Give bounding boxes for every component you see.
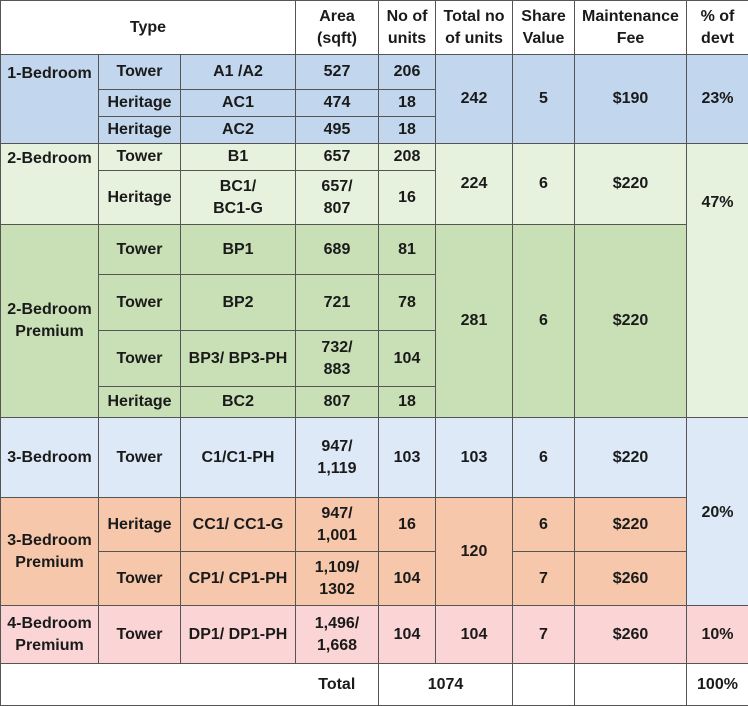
devt-1-bedroom: 23% bbox=[687, 55, 748, 144]
total-units-cell: 104 bbox=[436, 606, 513, 664]
units-cell: 18 bbox=[379, 117, 436, 144]
area-cell: 474 bbox=[296, 90, 379, 117]
units-cell: 16 bbox=[379, 171, 436, 225]
header-maintenance-fee: Maintenance Fee bbox=[575, 1, 687, 55]
units-cell: 16 bbox=[379, 498, 436, 552]
area-cell: 657 bbox=[296, 144, 379, 171]
block-cell: Tower bbox=[99, 225, 181, 275]
total-units-sum: 1074 bbox=[379, 664, 513, 706]
area-cell: 807 bbox=[296, 387, 379, 418]
units-cell: 81 bbox=[379, 225, 436, 275]
units-cell: 104 bbox=[379, 552, 436, 606]
category-2-bedroom: 2-Bedroom bbox=[1, 144, 99, 225]
units-cell: 18 bbox=[379, 387, 436, 418]
category-1-bedroom: 1-Bedroom bbox=[1, 55, 99, 144]
area-cell: 947/ 1,001 bbox=[296, 498, 379, 552]
units-cell: 104 bbox=[379, 331, 436, 387]
share-value-cell: 6 bbox=[513, 225, 575, 418]
unit-type-cell: C1/C1-PH bbox=[181, 418, 296, 498]
block-cell: Tower bbox=[99, 275, 181, 331]
maintenance-fee-cell: $220 bbox=[575, 498, 687, 552]
units-cell: 206 bbox=[379, 55, 436, 90]
category-2-bedroom-premium: 2-Bedroom Premium bbox=[1, 225, 99, 418]
unit-type-cell: AC2 bbox=[181, 117, 296, 144]
share-value-cell: 6 bbox=[513, 498, 575, 552]
table-row bbox=[1, 498, 748, 552]
total-units-cell: 120 bbox=[436, 498, 513, 606]
devt-3-bedroom: 20% bbox=[687, 418, 748, 606]
devt-2-bedroom: 47% bbox=[687, 144, 748, 418]
maintenance-fee-cell: $190 bbox=[575, 55, 687, 144]
block-cell: Heritage bbox=[99, 117, 181, 144]
total-label: Total bbox=[296, 664, 379, 706]
block-cell: Tower bbox=[99, 552, 181, 606]
category-3-bedroom: 3-Bedroom bbox=[1, 418, 99, 498]
total-fee-empty bbox=[575, 664, 687, 706]
share-value-cell: 7 bbox=[513, 606, 575, 664]
area-cell: 689 bbox=[296, 225, 379, 275]
table-row bbox=[1, 55, 748, 90]
table-row bbox=[1, 418, 748, 498]
unit-type-cell: CP1/ CP1-PH bbox=[181, 552, 296, 606]
unit-type-cell: BP3/ BP3-PH bbox=[181, 331, 296, 387]
area-cell: 495 bbox=[296, 117, 379, 144]
devt-total: 100% bbox=[687, 664, 748, 706]
unit-type-cell: AC1 bbox=[181, 90, 296, 117]
unit-type-cell: BP1 bbox=[181, 225, 296, 275]
block-cell: Heritage bbox=[99, 171, 181, 225]
block-cell: Heritage bbox=[99, 387, 181, 418]
table-row bbox=[1, 225, 748, 275]
units-cell: 103 bbox=[379, 418, 436, 498]
header-row bbox=[1, 1, 748, 55]
share-value-cell: 6 bbox=[513, 418, 575, 498]
block-cell: Tower bbox=[99, 55, 181, 90]
area-cell: 947/ 1,119 bbox=[296, 418, 379, 498]
unit-type-cell: DP1/ DP1-PH bbox=[181, 606, 296, 664]
unit-type-cell: A1 /A2 bbox=[181, 55, 296, 90]
unit-type-cell: CC1/ CC1-G bbox=[181, 498, 296, 552]
header-total-units: Total no of units bbox=[436, 1, 513, 55]
header-units: No of units bbox=[379, 1, 436, 55]
maintenance-fee-cell: $260 bbox=[575, 606, 687, 664]
total-units-cell: 242 bbox=[436, 55, 513, 144]
devt-4-bedroom: 10% bbox=[687, 606, 748, 664]
area-cell: 732/ 883 bbox=[296, 331, 379, 387]
total-spacer bbox=[1, 664, 296, 706]
unit-type-cell: BC2 bbox=[181, 387, 296, 418]
maintenance-fee-cell: $220 bbox=[575, 225, 687, 418]
header-devt: % of devt bbox=[687, 1, 748, 55]
block-cell: Tower bbox=[99, 331, 181, 387]
header-area: Area (sqft) bbox=[296, 1, 379, 55]
header-share-value: Share Value bbox=[513, 1, 575, 55]
area-cell: 527 bbox=[296, 55, 379, 90]
share-value-cell: 5 bbox=[513, 55, 575, 144]
unit-type-cell: B1 bbox=[181, 144, 296, 171]
units-cell: 78 bbox=[379, 275, 436, 331]
maintenance-fee-cell: $220 bbox=[575, 418, 687, 498]
area-cell: 721 bbox=[296, 275, 379, 331]
unit-type-cell: BC1/ BC1-G bbox=[181, 171, 296, 225]
table-row bbox=[1, 606, 748, 664]
category-4-bedroom-premium: 4-Bedroom Premium bbox=[1, 606, 99, 664]
block-cell: Heritage bbox=[99, 90, 181, 117]
category-3-bedroom-premium: 3-Bedroom Premium bbox=[1, 498, 99, 606]
units-cell: 208 bbox=[379, 144, 436, 171]
area-cell: 1,496/ 1,668 bbox=[296, 606, 379, 664]
block-cell: Tower bbox=[99, 144, 181, 171]
total-units-cell: 103 bbox=[436, 418, 513, 498]
total-share-empty bbox=[513, 664, 575, 706]
total-units-cell: 224 bbox=[436, 144, 513, 225]
table-row bbox=[1, 552, 748, 606]
header-type: Type bbox=[1, 1, 296, 55]
block-cell: Tower bbox=[99, 606, 181, 664]
unit-type-cell: BP2 bbox=[181, 275, 296, 331]
area-cell: 1,109/ 1302 bbox=[296, 552, 379, 606]
maintenance-fee-cell: $220 bbox=[575, 144, 687, 225]
units-cell: 104 bbox=[379, 606, 436, 664]
total-row bbox=[1, 664, 748, 706]
share-value-cell: 7 bbox=[513, 552, 575, 606]
area-cell: 657/ 807 bbox=[296, 171, 379, 225]
units-cell: 18 bbox=[379, 90, 436, 117]
block-cell: Heritage bbox=[99, 498, 181, 552]
maintenance-fee-cell: $260 bbox=[575, 552, 687, 606]
table-row bbox=[1, 144, 748, 171]
share-value-cell: 6 bbox=[513, 144, 575, 225]
block-cell: Tower bbox=[99, 418, 181, 498]
total-units-cell: 281 bbox=[436, 225, 513, 418]
